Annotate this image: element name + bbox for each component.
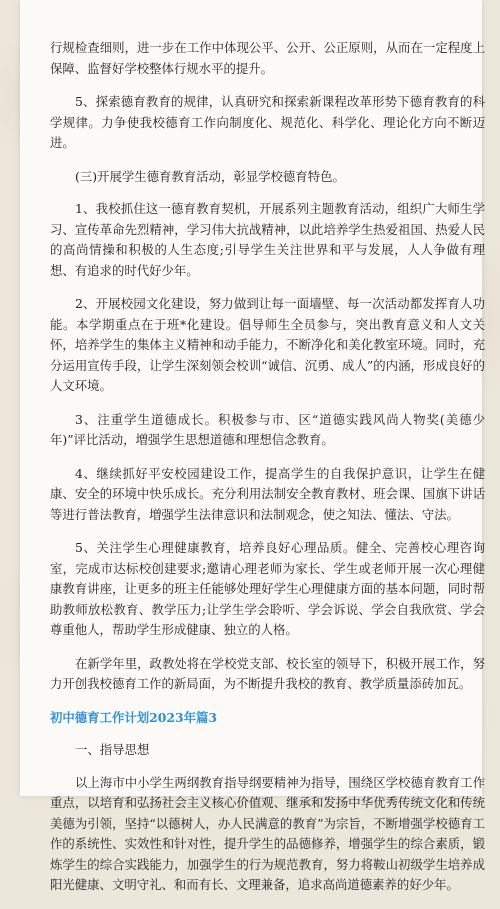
- document-body: [50, 38, 485, 909]
- section-heading-guiding-thought: 一、指导思想: [75, 742, 150, 757]
- paragraph-item-5-psychology: 5、关注学生心理健康教育，培养良好心理品质。健全、完善校心理咨询室，完成市达标校创建要求;邀请心理老师为家长、学生或老师开展一次心理健康教育讲座，让更多的班主任能够处理好学生心理健康方面的基本问题，同时帮助教师放松教育、教学压力;让学生学会聆听、学会诉说、学会自我欣赏、学会尊重他人，帮助学生形成健康、独立的人格。: [50, 540, 485, 637]
- paragraph-continued: 行规检查细则，进一步在工作中体现公平、公开、公正原则，从而在一定程度上保障、监督好学校整体行规水平的提升。: [50, 40, 485, 76]
- article-title-part3: 初中德育工作计划2023年篇3: [50, 709, 218, 725]
- paragraph-conclusion: 在新学年里，政教处将在学校党支部、校长室的领导下，积极开展工作，努力开创我校德育工作的新局面，为不断提升我校的教育、教学质量添砖加瓦。: [50, 655, 485, 691]
- paragraph-item-5-rules: 5、探索德育教育的规律，认真研究和探索新课程改革形势下德育教育的科学规律。力争使我校德育工作向制度化、规范化、科学化、理论化方向不断迈进。: [50, 94, 485, 150]
- section-heading-activities: (三)开展学生德育教育活动，彰显学校德育特色。: [75, 168, 345, 184]
- paragraph-item-2: 2、开展校园文化建设，努力做到让每一面墙壁、每一次活动都发挥育人功能。本学期重点在于班*化建设。倡导师生全员参与，突出教育意义和人文关怀，培养学生的集体主义精神和动手能力，不断净化和美化教室环境。同时，充分运用宣传手段，让学生深刻领会校训“诚信、沉勇、成人”的内涵，形成良好的人文环境。: [50, 296, 485, 393]
- document-sheet: [20, 0, 485, 892]
- paragraph-item-3: 3、注重学生道德成长。积极参与市、区“道德实践风尚人物奖(美德少年)”评比活动，増强学生思想道德和理想信念教育。: [50, 411, 485, 447]
- paragraph-item-4: 4、继续抓好平安校园建设工作，提高学生的自我保护意识，让学生在健康、安全的环境中快乐成长。充分利用法制安全教育教材、班会课、国旗下讲话等进行普法教育，増强学生法律意识和法制观念，使之知法、懂法、守法。: [50, 465, 485, 522]
- paragraph-item-1: 1、我校抓住这一德育教育契机，开展系列主题教育活动，组织广大师生学习、宣传革命先烈精神，学习伟大抗战精神，以此培养学生热爱祖国、热爱人民的高尚情操和积极的人生态度;引导学生关注世界和平与发展，人人争做有理想、有追求的时代好少年。: [50, 201, 485, 278]
- paragraph-guiding-thought: 以上海市中小学生两纲教育指导纲要精神为指导，围绕区学校德育教育工作重点，以培育和弘扬社会主义核心价值观、继承和发扬中华优秀传统文化和传统美德为引领，坚持“以德树人，办人民满意的教育”为宗旨，不断增强学校德育工作的系统性、实效性和针对性，提升学生的品德修养，增强学生的综合素质，锻炼学生的综合实践能力，加强学生的行为规范教育，努力将鞍山初级学生培养成阳光健康、文明守礼、和而有长、文理兼备，追求高尚道德素养的好少年。: [50, 774, 485, 892]
